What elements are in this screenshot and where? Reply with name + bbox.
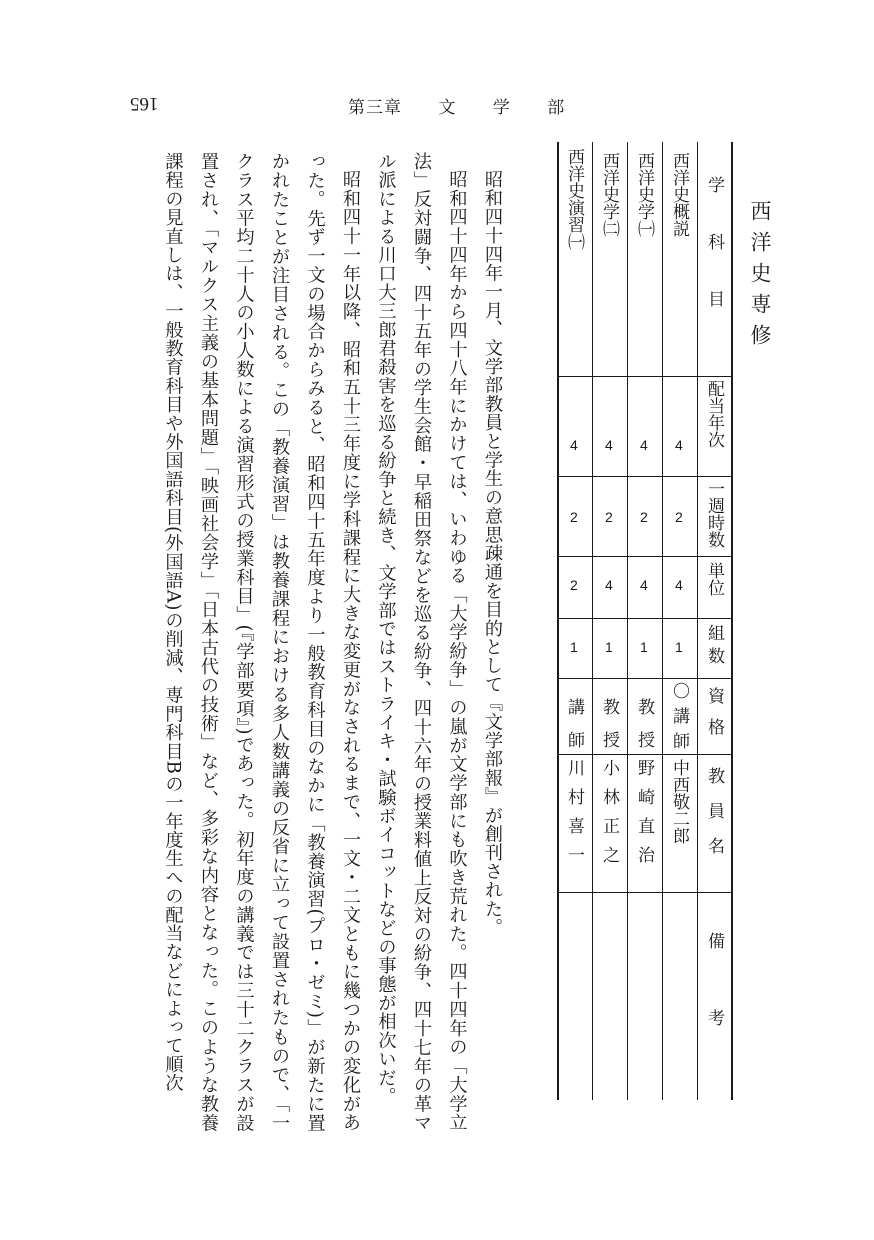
- chapter-label: 第三章: [348, 98, 402, 118]
- header-year: 配当年次: [704, 380, 724, 448]
- row1-hours: 2: [675, 509, 683, 525]
- header-rank: 資格: [704, 687, 724, 749]
- row1-units: 4: [675, 577, 683, 593]
- row1-groups: 1: [675, 639, 683, 655]
- row3-rank: 教授: [599, 698, 619, 764]
- header-groups: 組数: [704, 624, 724, 670]
- body-text: [130, 152, 510, 1132]
- row3-groups: 1: [605, 639, 613, 655]
- header-notes: 備考: [704, 932, 724, 1086]
- table-title: 西洋史専修: [748, 200, 772, 355]
- header-teacher: 教員名: [704, 767, 724, 872]
- section-char-3: 部: [547, 98, 566, 118]
- row1-year: 4: [675, 437, 683, 453]
- row1-rank: 〇講師: [669, 682, 689, 757]
- page-number: 165: [130, 93, 159, 114]
- row2-subject: 西洋史学㈠: [634, 152, 654, 237]
- section-char-1: 文: [438, 98, 457, 118]
- header-hours: 一週時数: [704, 480, 724, 548]
- row2-year: 4: [640, 437, 648, 453]
- row4-hours: 2: [570, 509, 578, 525]
- paragraph-1: 昭和四十四年一月、文学部教員と学生の意思疎通を目的として『文学部報』が創刊された。: [482, 170, 503, 937]
- row4-units: 2: [570, 577, 578, 593]
- row2-groups: 1: [640, 639, 648, 655]
- row2-rank: 教授: [634, 698, 654, 764]
- header-subject: 学科目: [704, 176, 724, 347]
- row2-hours: 2: [640, 509, 648, 525]
- row2-teacher: 野崎直治: [634, 759, 654, 875]
- row1-teacher: 中西敬二郎: [669, 759, 689, 844]
- paragraph-2: 昭和四十四年から四十八年にかけては、いわゆる「大学紛争」の嵐が文学部にも吹き荒れた。四十四年の「大学立法」反対闘争、四十五年の学生会館・早稲田祭などを巡る紛争、四十六年の授業料値上反対の紛争、四十七年の革マル派による川口大三郎君殺害を巡る紛争と続き、文学部ではストライキ・試験ボイコットなどの事態が相次いだ。: [375, 152, 468, 1132]
- row4-subject: 西洋史演習㈠: [564, 148, 584, 250]
- row2-units: 4: [640, 577, 648, 593]
- row3-year: 4: [605, 437, 613, 453]
- row3-units: 4: [605, 577, 613, 593]
- header-units: 単位: [704, 562, 724, 596]
- row4-teacher: 川村喜一: [564, 759, 584, 875]
- row3-teacher: 小林正之: [599, 759, 619, 875]
- row3-subject: 西洋史学㈡: [599, 152, 619, 237]
- row1-subject: 西洋史概説: [669, 152, 689, 237]
- course-table: [557, 142, 732, 1100]
- paragraph-3: 昭和四十一年以降、昭和五十三年度に学科課程に大きな変更がなされるまで、一文・二文ともに幾つかの変化があった。先ず一文の場合からみると、昭和四十五年度より一般教育科目のなかに「教養演習(プロ・ゼミ)」が新たに置かれたことが注目される。この「教養演習」は教養課程における多人数講義の反省に立って設置されたもので、「一クラス平均二十人の小人数による演習形式の授業科目」(『学部要項』)であった。初年度の講義では三十二クラスが設置され、「マルクス主義の基本問題」「映画社会学」「日本古代の技術」など、多彩な内容となった。このような教養課程の見直しは、一般教育科目や外国語科目(外国語A)の削減、専門科目Bの一年度生への配当などによって順次: [162, 152, 361, 1132]
- row4-groups: 1: [570, 639, 578, 655]
- row3-hours: 2: [605, 509, 613, 525]
- running-header: [348, 93, 565, 118]
- row4-rank: 講師: [564, 698, 584, 764]
- row4-year: 4: [570, 437, 578, 453]
- section-char-2: 学: [492, 98, 511, 118]
